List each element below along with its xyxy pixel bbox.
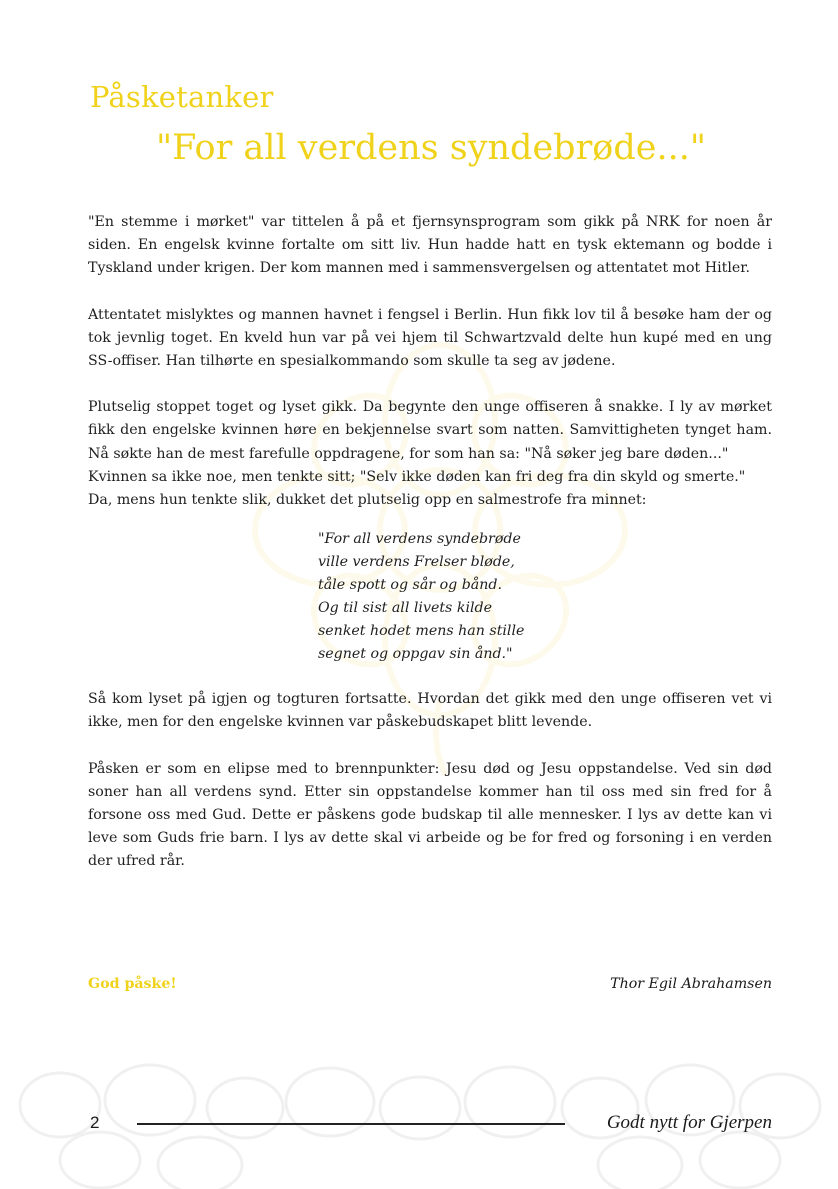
author-signature: Thor Egil Abrahamsen (610, 976, 772, 992)
article-kicker: Påsketanker (90, 80, 274, 114)
paragraph: Da, mens hun tenkte slik, dukket det plutselig opp en salmestrofe fra minnet: (88, 492, 647, 509)
publication-name: Godt nytt for Gjerpen (606, 1112, 772, 1133)
page-number: 2 (90, 1113, 100, 1132)
verse-line: "For all verdens syndebrøde (318, 531, 521, 548)
paragraph: "En stemme i mørket" var tittelen å på et fjernsynsprogram som gikk på NRK for noen år siden. En engelsk kvinne fortalte om sitt liv. Hun hadde hatt en tysk ektemann og bodde i Tyskland under krigen. Der kom mannen med i sammensvergelsen og attentatet mot Hitler. (88, 214, 772, 277)
article-body (88, 211, 772, 897)
paragraph: Plutselig stoppet toget og lyset gikk. Da begynte den unge offiseren å snakke. I ly av mørket fikk den engelske kvinnen høre en bekjennelse svart som natten. Samvittigheten tynget ham. Nå søkte han de mest farefulle oppdragene, for som han sa: "Nå søker jeg bare døden..." (88, 399, 772, 462)
verse-line: tåle spott og sår og bånd. (318, 577, 502, 594)
footer-rule (137, 1123, 565, 1125)
signoff (88, 976, 772, 1000)
article-headline (0, 128, 838, 168)
paragraph: Attentatet mislyktes og mannen havnet i fengsel i Berlin. Hun fikk lov til å besøke ham der og tok jevnlig toget. En kveld hun var på vei hjem til Schwartzvald delte hun kupé med en ung SS-offiser. Han tilhørte en spesialkommando som skulle ta seg av jødene. (88, 306, 772, 370)
paragraph: Kvinnen sa ikke noe, men tenkte sitt; "Selv ikke døden kan fri deg fra din skyld og smerte." (88, 468, 746, 485)
verse-line: Og til sist all livets kilde (318, 600, 492, 617)
paragraph: Påsken er som en elipse med to brennpunkter: Jesu død og Jesu oppstandelse. Ved sin død soner han all verdens synd. Etter sin oppstandelse kommer han til oss med sin fred for å forsone oss med Gud. Dette er påskens gode budskap til alle mennesker. I lys av dette kan vi leve som Guds frie barn. I lys av dette skal vi arbeide og be for fred og forsoning i en verden der ufred rår. (88, 760, 772, 870)
article-headline-text: "For all verdens syndebrøde..." (156, 128, 706, 168)
verse-line: segnet og oppgav sin ånd." (318, 646, 513, 663)
paragraph: Så kom lyset på igjen og togturen fortsatte. Hvordan det gikk med den unge offiseren vet vi ikke, men for den engelske kvinnen var påskebudskapet blitt levende. (88, 691, 772, 731)
verse-line: ville verdens Frelser bløde, (318, 554, 515, 571)
hymn-verse (318, 528, 772, 666)
greeting: God påske! (88, 976, 177, 992)
verse-line: senket hodet mens han stille (318, 623, 525, 640)
